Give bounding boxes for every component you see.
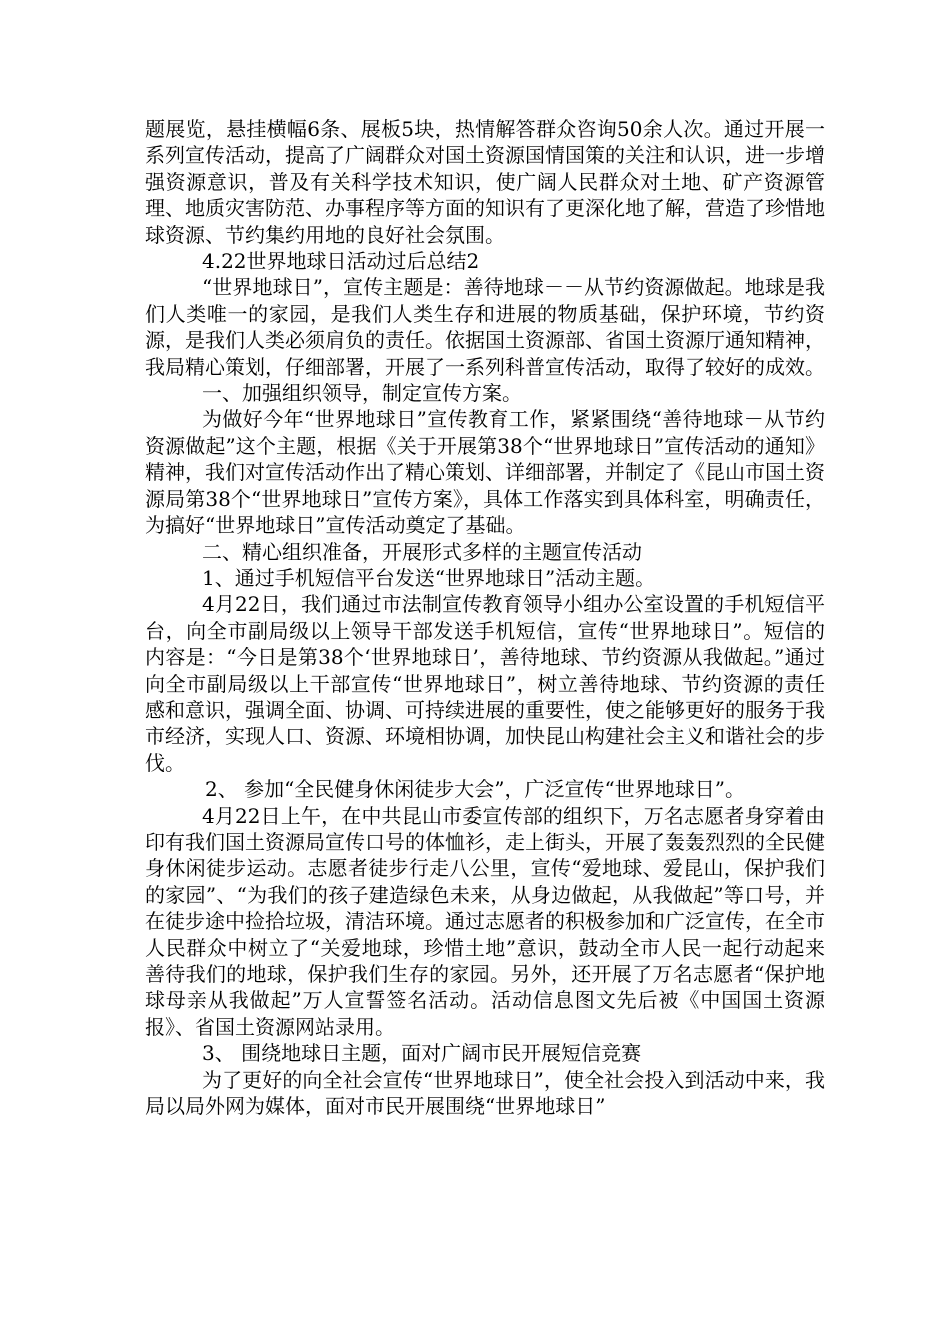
subheading-walking: 2、 参加“全民健身休闲徒步大会”，广泛宣传“世界地球日”。 [205, 777, 745, 802]
paragraph-theme: “世界地球日”，宣传主题是：善待地球－－从节约资源做起。地球是我们人类唯一的家园，是我们人类生存和进展的物质基础，保护环境，节约资源，是我们人类必须肩负的责任。依据国土资源部、省国土资源厅通知精神，我局精心策划，仔细部署，开展了一系列科普宣传活动，取得了较好的成效。 [145, 275, 825, 379]
paragraph-walking: 4月22日上午，在中共昆山市委宣传部的组织下，万名志愿者身穿着由印有我们国土资源局宣传口号的体恤衫，走上街头，开展了轰轰烈烈的全民健身休闲徒步运动。志愿者徒步行走八公里，宣传“爱地球、爱昆山，保护我们的家园”、“为我们的孩子建造绿色未来，从身边做起，从我做起”等口号，并在徒步途中捡拾垃圾，清洁环境。通过志愿者的积极参加和广泛宣传，在全市人民群众中树立了“关爱地球，珍惜土地”意识，鼓动全市人民一起行动起来善待我们的地球，保护我们生存的家园。另外，还开展了万名志愿者“保护地球母亲从我做起”万人宣誓签名活动。活动信息图文先后被《中国国土资源报》、省国土资源网站录用。 [145, 803, 825, 1039]
subheading-sms-contest: 3、 围绕地球日主题，面对广阔市民开展短信竞赛 [202, 1041, 642, 1066]
paragraph-contest: 为了更好的向全社会宣传“世界地球日”，使全社会投入到活动中来，我局以局外网为媒体，面对市民开展围绕“世界地球日” [145, 1067, 825, 1119]
heading-one: 一、加强组织领导，制定宣传方案。 [202, 381, 522, 406]
heading-two: 二、精心组织准备，开展形式多样的主题宣传活动 [202, 539, 642, 564]
paragraph-continuation: 题展览，悬挂横幅6条、展板5块，热情解答群众咨询50余人次。通过开展一系列宣传活动，提高了广阔群众对国土资源国情国策的关注和认识，进一步增强资源意识，普及有关科学技术知识，使广阔人民群众对土地、矿产资源管理、地质灾害防范、办事程序等方面的知识有了更深化地了解，营造了珍惜地球资源、节约集约用地的良好社会氛围。 [145, 117, 825, 247]
document-page [145, 116, 825, 1119]
paragraph-plan: 为做好今年“世界地球日”宣传教育工作，紧紧围绕“善待地球－从节约资源做起”这个主题，根据《关于开展第38个“世界地球日”宣传活动的通知》精神，我们对宣传活动作出了精心策划、详细部署，并制定了《昆山市国土资源局第38个“世界地球日”宣传方案》，具体工作落实到具体科室，明确责任，为搞好“世界地球日”宣传活动奠定了基础。 [145, 407, 825, 538]
section-title: 4.22世界地球日活动过后总结2 [202, 249, 480, 274]
paragraph-sms: 4月22日，我们通过市法制宣传教育领导小组办公室设置的手机短信平台，向全市副局级以上领导干部发送手机短信，宣传“世界地球日”。短信的内容是：“今日是第38个‘世界地球日’，善待地球、节约资源从我做起。”通过向全市副局级以上干部宣传“世界地球日”，树立善待地球、节约资源的责任感和意识，强调全面、协调、可持续进展的重要性，使之能够更好的服务于我市经济，实现人口、资源、环境相协调，加快昆山构建社会主义和谐社会的步伐。 [145, 592, 825, 775]
subheading-sms-platform: 1、通过手机短信平台发送“世界地球日”活动主题。 [202, 565, 656, 590]
